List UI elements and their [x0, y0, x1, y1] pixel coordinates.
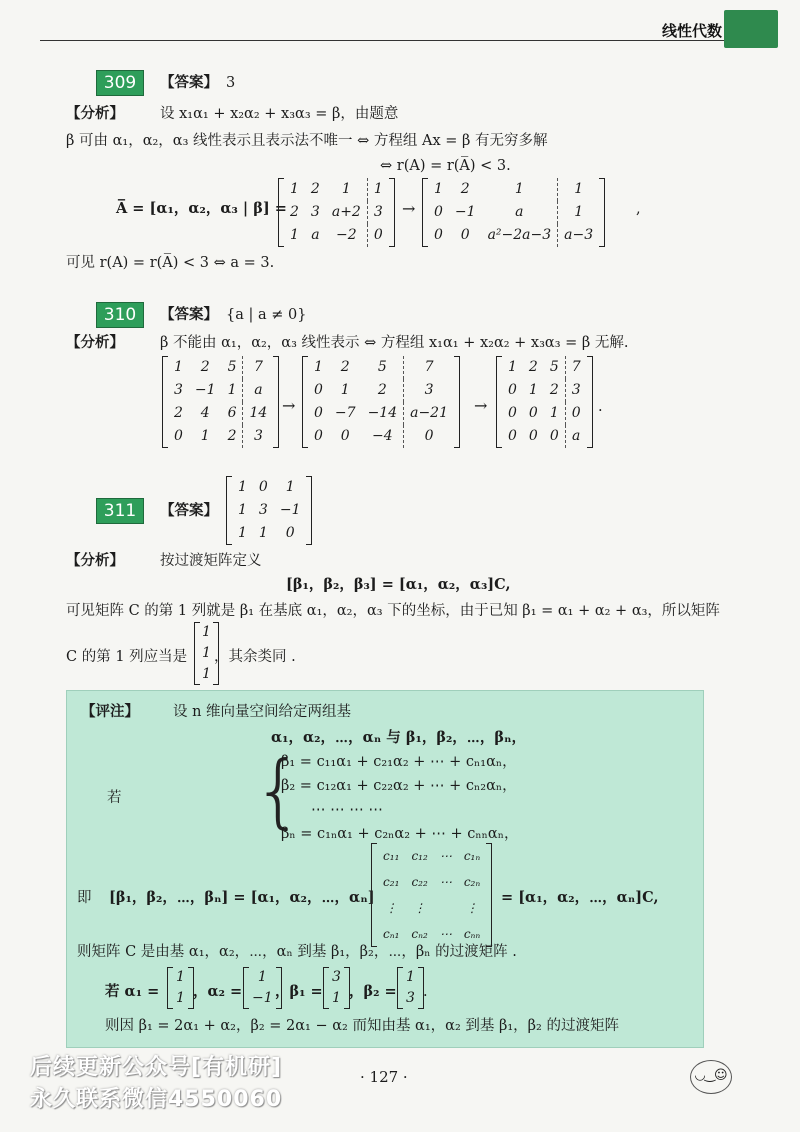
- vector-b1: [323, 967, 350, 1009]
- m-cell: cₙ₂: [411, 927, 428, 941]
- m-cell: 2: [549, 382, 559, 398]
- m-cell: c₁₁: [383, 849, 400, 863]
- answer-310: {a | a ≠ 0}: [226, 307, 307, 323]
- m-cell: 2: [460, 181, 470, 197]
- question-number-310: 310: [96, 302, 144, 328]
- m-cell: 1: [285, 479, 295, 495]
- m-cell: a−21: [403, 402, 454, 425]
- m-cell: 1: [238, 479, 247, 495]
- m-cell: 6: [227, 405, 237, 421]
- remark-last: 则因 β₁ = 2α₁ + α₂，β₂ = 2α₁ − α₂ 而知由基 α₁，α₂ 到基 β₁，β₂ 的过渡矩阵: [105, 1018, 619, 1034]
- analysis-label: 【分析】: [66, 553, 124, 569]
- header-rule: [40, 40, 740, 41]
- m-cell: ⋯: [439, 927, 452, 941]
- m-cell: a+2: [331, 204, 361, 220]
- m-cell: cₙₙ: [463, 927, 481, 941]
- left-brace-icon: {: [253, 744, 304, 837]
- m-cell: [434, 895, 458, 921]
- m-cell: ⋮: [466, 901, 479, 915]
- m-cell: 3: [258, 502, 268, 518]
- watermark-line1: 后续更新公众号[有机研]: [30, 1055, 283, 1080]
- m-cell: 0: [549, 428, 559, 444]
- m-cell: 0: [460, 227, 470, 243]
- example-b2-label: ，β₂ =: [349, 983, 397, 1000]
- example-b1-label: ，β₁ =: [275, 983, 323, 1000]
- m-cell: −14: [367, 405, 398, 421]
- arrow-icon: →: [474, 396, 488, 415]
- m-cell: 1: [176, 969, 185, 985]
- m-cell: c₂₂: [411, 875, 428, 889]
- m-cell: 3: [403, 379, 454, 402]
- m-cell: 3: [242, 425, 273, 448]
- augmented-matrix-lhs: A̅ = [α₁，α₂，α₃ | β] =: [116, 200, 287, 217]
- m-cell: 1: [257, 969, 267, 985]
- remark-if: 若: [107, 790, 122, 806]
- m-cell: 1: [557, 201, 599, 224]
- m-cell: 14: [242, 402, 273, 425]
- m-cell: 0: [314, 405, 323, 421]
- m-cell: 7: [242, 356, 273, 379]
- matrix-309-b: [422, 178, 605, 247]
- analysis-309-line1: 设 x₁α₁ + x₂α₂ + x₃α₃ = β，由题意: [160, 106, 399, 122]
- m-cell: 0: [174, 428, 183, 444]
- m-cell: 0: [508, 382, 517, 398]
- m-cell: 1: [200, 428, 210, 444]
- m-cell: 1: [238, 525, 247, 541]
- matrix-310-a: [162, 356, 279, 448]
- m-cell: 0: [314, 382, 323, 398]
- m-cell: 1: [238, 502, 247, 518]
- m-cell: 1: [227, 382, 237, 398]
- m-cell: 2: [528, 359, 538, 375]
- m-cell: −4: [372, 428, 393, 444]
- m-cell: a: [311, 227, 320, 243]
- matrix-309-a: [278, 178, 395, 247]
- m-cell: 0: [528, 428, 538, 444]
- m-cell: −1: [194, 382, 216, 398]
- m-cell: c₂ₙ: [463, 875, 481, 889]
- m-cell: 1: [508, 359, 517, 375]
- analysis-311-line3: 可见矩阵 C 的第 1 列就是 β₁ 在基底 α₁，α₂，α₃ 下的坐标，由于已知 β₁ = α₁ + α₂ + α₃，所以矩阵: [66, 603, 720, 619]
- arrow-icon: →: [402, 199, 416, 218]
- remark-eq1: β₁ = c₁₁α₁ + c₂₁α₂ + ⋯ + cₙ₁αₙ，: [281, 754, 517, 770]
- m-cell: −1: [279, 502, 301, 518]
- example-if: 若 α₁ =: [105, 983, 160, 1000]
- m-cell: 1: [258, 525, 268, 541]
- m-cell: 1: [528, 382, 538, 398]
- m-cell: a: [565, 425, 587, 448]
- m-cell: 5: [227, 359, 237, 375]
- answer-309: 3: [226, 75, 236, 91]
- question-number-311: 311: [96, 498, 144, 524]
- remark-eq4: βₙ = c₁ₙα₁ + c₂ₙα₂ + ⋯ + cₙₙαₙ，: [281, 826, 519, 842]
- header-title: 线性代数: [661, 22, 722, 40]
- header-tab: [724, 10, 778, 48]
- m-cell: 1: [406, 969, 415, 985]
- analysis-311-line4: C 的第 1 列应当是: [66, 649, 188, 665]
- m-cell: 1: [549, 405, 559, 421]
- m-cell: 0: [434, 227, 443, 243]
- matrix-310-c: [496, 356, 593, 448]
- m-cell: c₁ₙ: [463, 849, 481, 863]
- answer-label: 【答案】: [160, 503, 218, 519]
- m-cell: 0: [340, 428, 350, 444]
- remark-then: 则矩阵 C 是由基 α₁，α₂，⋯，αₙ 到基 β₁，β₂，⋯，βₙ 的过渡矩阵 .: [77, 944, 517, 960]
- remark-eq2: β₂ = c₁₂α₁ + c₂₂α₂ + ⋯ + cₙ₂αₙ，: [281, 778, 517, 794]
- m-cell: 1: [332, 990, 341, 1006]
- m-cell: 7: [403, 356, 454, 379]
- coefficient-matrix: [371, 843, 492, 947]
- analysis-311-line4-post: ，其余类同 .: [214, 649, 296, 665]
- m-cell: −2: [336, 227, 357, 243]
- m-cell: 1: [434, 181, 443, 197]
- vector-b2: [397, 967, 424, 1009]
- m-cell: 5: [377, 359, 387, 375]
- remark-box: [66, 690, 704, 1048]
- m-cell: c₂₁: [383, 875, 400, 889]
- m-cell: 0: [528, 405, 538, 421]
- answer-311-matrix: [226, 476, 312, 545]
- analysis-309-line3: ⇔ r(A) = r(A̅) < 3.: [380, 158, 511, 174]
- m-cell: 2: [377, 382, 387, 398]
- m-cell: 0: [285, 525, 295, 541]
- remark-ji-lhs: [β₁，β₂，⋯，βₙ] = [α₁，α₂，⋯，αₙ]: [109, 889, 375, 906]
- m-cell: 3: [332, 969, 341, 985]
- m-cell: 7: [565, 356, 587, 379]
- m-cell: 1: [202, 645, 211, 661]
- m-cell: 1: [341, 181, 351, 197]
- remark-ji: 即: [77, 890, 92, 906]
- analysis-label: 【分析】: [66, 335, 124, 351]
- period: .: [598, 399, 603, 415]
- m-cell: 1: [314, 359, 323, 375]
- m-cell: 4: [200, 405, 210, 421]
- m-cell: 1: [557, 178, 599, 201]
- comma: ,: [636, 201, 641, 217]
- answer-label: 【答案】: [160, 75, 218, 91]
- m-cell: 3: [565, 379, 587, 402]
- m-cell: 0: [367, 224, 389, 247]
- m-cell: 2: [200, 359, 210, 375]
- m-cell: 1: [367, 178, 389, 201]
- m-cell: 0: [258, 479, 268, 495]
- remark-ji-rhs: = [α₁，α₂，⋯，αₙ]C,: [501, 889, 659, 906]
- m-cell: 3: [310, 204, 320, 220]
- m-cell: ⋮: [413, 901, 426, 915]
- m-cell: 2: [227, 428, 237, 444]
- m-cell: 2: [310, 181, 320, 197]
- m-cell: 1: [290, 181, 299, 197]
- m-cell: 3: [174, 382, 183, 398]
- m-cell: cₙ₁: [383, 927, 400, 941]
- m-cell: ⋯: [439, 875, 452, 889]
- arrow-icon: →: [282, 396, 296, 415]
- m-cell: −1: [252, 990, 273, 1006]
- m-cell: 1: [202, 666, 211, 682]
- analysis-310-line1: β 不能由 α₁，α₂，α₃ 线性表示 ⇔ 方程组 x₁α₁ + x₂α₂ + x₃α₃ = β 无解.: [160, 335, 629, 351]
- m-cell: 2: [174, 405, 183, 421]
- m-cell: −7: [334, 405, 356, 421]
- m-cell: 0: [508, 405, 517, 421]
- vector-a1: [167, 967, 194, 1009]
- m-cell: 1: [176, 990, 185, 1006]
- analysis-label: 【分析】: [66, 106, 124, 122]
- m-cell: 1: [340, 382, 350, 398]
- m-cell: 1: [514, 181, 524, 197]
- m-cell: 2: [340, 359, 350, 375]
- m-cell: ⋮: [385, 901, 398, 915]
- remark-intro: 设 n 维向量空间给定两组基: [173, 704, 352, 720]
- example-end: .: [423, 984, 428, 1000]
- smiley-icon: ◡ ͜ ☺: [690, 1060, 732, 1094]
- m-cell: 0: [314, 428, 323, 444]
- m-cell: −1: [454, 204, 476, 220]
- analysis-311-line2: [β₁，β₂，β₃] = [α₁，α₂，α₃]C,: [286, 576, 511, 593]
- m-cell: 0: [434, 204, 443, 220]
- m-cell: 2: [290, 204, 299, 220]
- m-cell: a−3: [557, 224, 599, 247]
- answer-label: 【答案】: [160, 307, 218, 323]
- remark-label: 【评注】: [81, 704, 139, 720]
- m-cell: 1: [202, 624, 211, 640]
- example-a2-label: ，α₂ =: [193, 983, 243, 1000]
- matrix-310-b: [302, 356, 460, 448]
- analysis-311-line1: 按过渡矩阵定义: [160, 553, 262, 569]
- m-cell: 5: [549, 359, 559, 375]
- conclusion-309: 可见 r(A) = r(A̅) < 3 ⇔ a = 3.: [66, 255, 275, 271]
- m-cell: 3: [367, 201, 389, 224]
- page-number: · 127 ·: [360, 1068, 408, 1086]
- m-cell: a: [515, 204, 524, 220]
- m-cell: 1: [174, 359, 183, 375]
- m-cell: c₁₂: [411, 849, 428, 863]
- m-cell: a²−2a−3: [487, 227, 552, 243]
- m-cell: 0: [508, 428, 517, 444]
- m-cell: 3: [406, 990, 415, 1006]
- remark-bases: α₁，α₂，⋯，αₙ 与 β₁，β₂，⋯，βₙ，: [271, 729, 527, 746]
- m-cell: 1: [290, 227, 299, 243]
- watermark-line2: 永久联系微信4550060: [30, 1087, 283, 1112]
- m-cell: 0: [565, 402, 587, 425]
- remark-eq3: ⋯ ⋯ ⋯ ⋯: [311, 802, 383, 818]
- m-cell: a: [242, 379, 273, 402]
- question-number-309: 309: [96, 70, 144, 96]
- m-cell: ⋯: [439, 849, 452, 863]
- analysis-309-line2: β 可由 α₁，α₂，α₃ 线性表示且表示法不唯一 ⇔ 方程组 Ax = β 有无穷多解: [66, 133, 548, 149]
- m-cell: 0: [403, 425, 454, 448]
